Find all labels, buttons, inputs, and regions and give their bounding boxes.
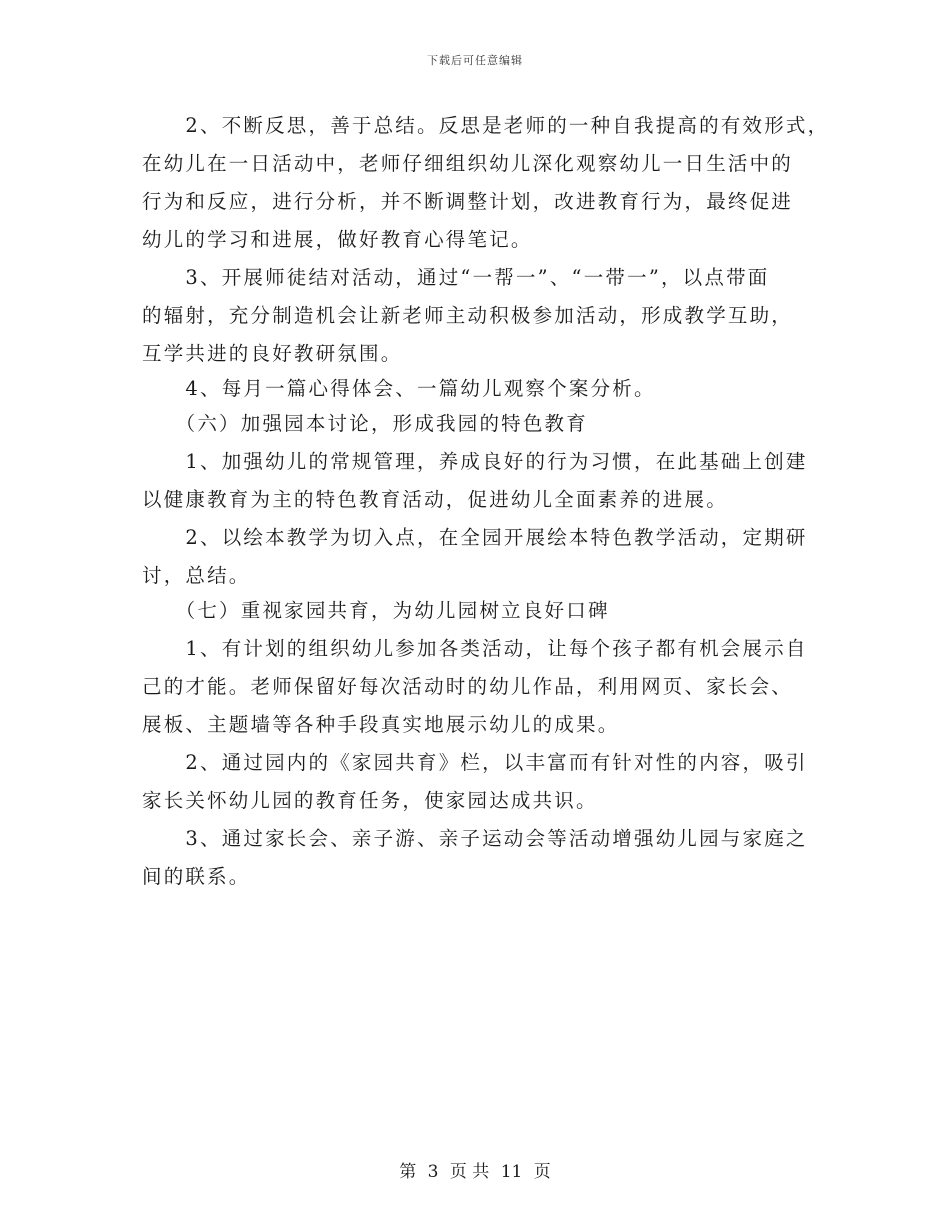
text-line: 的辐射，充分制造机会让新老师主动积极参加活动，形成教学互助，: [142, 304, 794, 327]
text-line: 行为和反应，进行分析，并不断调整计划，改进教育行为，最终促进: [142, 190, 794, 213]
page-number-footer: [0, 1157, 950, 1182]
text-line: 在幼儿在一日活动中，老师仔细组织幼儿深化观察幼儿一日生活中的: [142, 152, 794, 175]
text-line: 3、开展师徒结对活动，通过“一帮一”、“一带一”，以点带面: [142, 266, 770, 289]
text-line: 讨，总结。: [142, 564, 251, 587]
text-line: 己的才能。老师保留好每次活动时的幼儿作品，利用网页、家长会、: [142, 675, 794, 698]
current-page-number: 3: [427, 1162, 439, 1182]
text-line: 家长关怀幼儿园的教育任务，使家园达成共识。: [142, 789, 598, 812]
text-line: 4、每月一篇心得体会、一篇幼儿观察个案分析。: [142, 377, 656, 400]
section-heading: （七）重视家园共育，为幼儿园树立良好口碑: [142, 599, 610, 622]
page-header-note: 下载后可任意编辑: [427, 54, 523, 67]
text-line: 2、通过园内的《家园共育》栏，以丰富而有针对性的内容，吸引: [142, 751, 808, 774]
text-line: 幼儿的学习和进展，做好教育心得笔记。: [142, 228, 533, 251]
text-line: 2、以绘本教学为切入点，在全园开展绘本特色教学活动，定期研: [142, 526, 808, 549]
text-line: 互学共进的良好教研氛围。: [142, 342, 403, 365]
text-line: 1、有计划的组织幼儿参加各类活动，让每个孩子都有机会展示自: [142, 637, 808, 660]
text-line: 间的联系。: [142, 865, 251, 888]
text-line: 3、通过家长会、亲子游、亲子运动会等活动增强幼儿园与家庭之: [142, 827, 808, 850]
text-line: 以健康教育为主的特色教育活动，促进幼儿全面素养的进展。: [142, 488, 728, 511]
text-line: 1、加强幼儿的常规管理，养成良好的行为习惯，在此基础上创建: [142, 450, 808, 473]
section-heading: （六）加强园本讨论，形成我园的特色教育: [142, 412, 588, 435]
footer-suffix: 页: [533, 1162, 551, 1182]
footer-prefix: 第: [399, 1162, 417, 1182]
footer-middle: 页 共: [449, 1162, 490, 1182]
text-line: 2、不断反思，善于总结。反思是老师的一种自我提高的有效形式，: [142, 114, 830, 137]
text-line: 展板、主题墙等各种手段真实地展示幼儿的成果。: [142, 713, 620, 736]
total-page-count: 11: [500, 1162, 523, 1182]
